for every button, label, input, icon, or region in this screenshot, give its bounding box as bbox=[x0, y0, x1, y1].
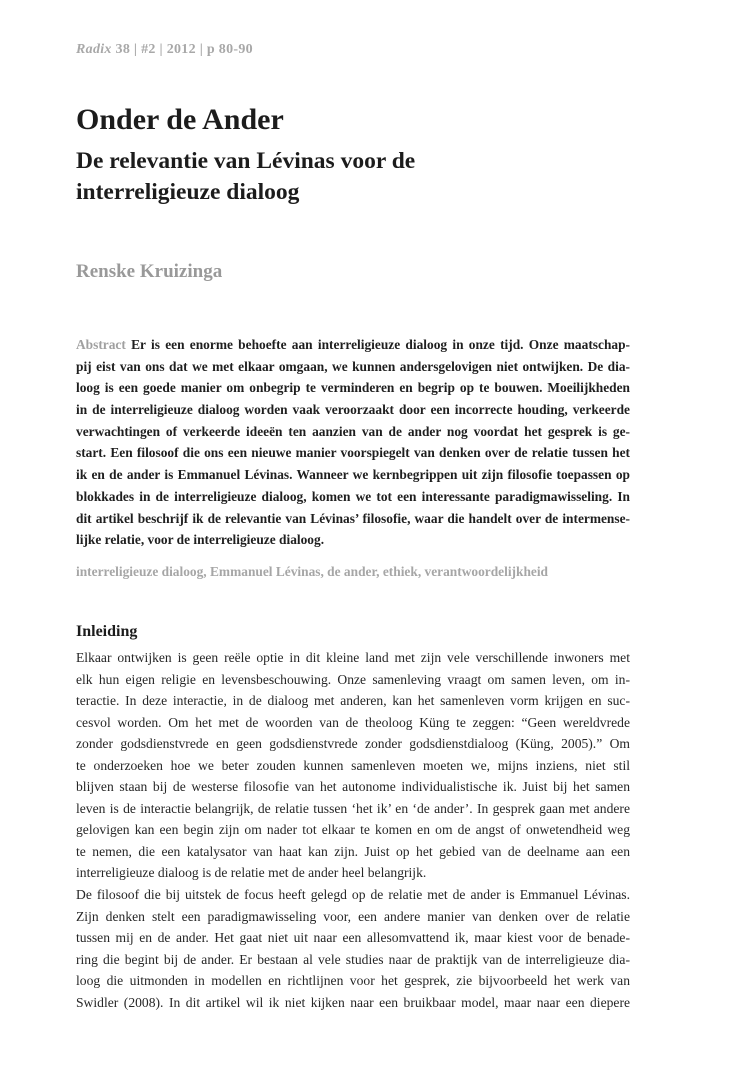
body-line: leven is de interactie belangrijk, de relatie tussen ‘het ik’ en ‘de ander’. In gesprek gaan met andere bbox=[76, 800, 630, 816]
abstract-line: blokkades in de interreligieuze dialoog, komen we tot een interessante paradigmawisseling. In bbox=[76, 488, 630, 504]
body-line: ring die begint bij de ander. Er bestaan al vele studies naar de praktijk van de interreligieuze dia- bbox=[76, 951, 630, 967]
body-line: De filosoof die bij uitstek de focus heeft gelegd op de relatie met de ander is Emmanuel Lévinas. bbox=[76, 887, 630, 903]
body-line: teractie. In deze interactie, in de dialoog met anderen, kan het samenleven vorm krijgen en suc- bbox=[76, 693, 630, 709]
subtitle-line: De relevantie van Lévinas voor de bbox=[76, 148, 416, 174]
abstract-line: verwachtingen of verkeerde ideeën ten aanzien van de ander nog voordat het gesprek is ge- bbox=[76, 423, 630, 439]
body-line: tussen mij en de ander. Het gaat niet uit naar een allesomvattend ik, maar kiest voor de benade- bbox=[76, 930, 630, 946]
body-line: Elkaar ontwijken is geen reële optie in dit kleine land met zijn vele verschillende inwoners met bbox=[76, 650, 630, 665]
body-line: zonder godsdienstvrede en geen godsdienstvrede zonder godsdienstdialoog (Küng, 2005).” Om bbox=[76, 736, 630, 752]
body-line: interreligieuze dialoog is de relatie met de ander heel belangrijk. bbox=[76, 865, 427, 881]
abstract bbox=[76, 334, 630, 551]
journal-name: Radix bbox=[76, 42, 112, 57]
body-line: Zijn denken stelt een paradigmawisseling voor, een andere manier van denken over de relatie bbox=[76, 908, 630, 924]
subtitle-line: interreligieuze dialoog bbox=[76, 179, 300, 205]
abstract-label: Abstract bbox=[76, 337, 126, 352]
abstract-line: loog is een goede manier om onbegrip te verminderen en begrip op te bouwen. Moeilijkheden bbox=[76, 380, 630, 396]
body-line: elk hun eigen religie en levensbeschouwing. Onze samenleving vraagt om samen leven, om in- bbox=[76, 671, 630, 687]
article-subtitle bbox=[76, 146, 630, 208]
abstract-line: ik en de ander is Emmanuel Lévinas. Wanneer we kernbegrippen uit zijn filosofie toepassen op bbox=[76, 467, 630, 483]
body-line: Swidler (2008). In dit artikel wil ik niet kijken naar een bruikbaar model, maar naar een diepere bbox=[76, 994, 630, 1010]
article-title: Onder de Ander bbox=[76, 103, 284, 136]
body-line: cesvol worden. Om het met de woorden van de theoloog Küng te zeggen: “Geen wereldvrede bbox=[76, 714, 630, 730]
abstract-line-text: Er is een enorme behoefte aan interreligieuze dialoog in onze tijd. Onze maatschap- bbox=[125, 337, 630, 352]
running-head bbox=[76, 42, 253, 58]
body-line: te nemen, die een katalysator van haat kan zijn. Juist op het gebied van de deelname aan een bbox=[76, 843, 630, 859]
author-name: Renske Kruizinga bbox=[76, 261, 223, 282]
body-line: blijven staan bij de westerse filosofie van het autonome individualistische ik. Juist bij het samen bbox=[76, 779, 630, 795]
abstract-line: dit artikel beschrijf ik de relevantie van Lévinas’ filosofie, waar die handelt over de intermense- bbox=[76, 510, 630, 526]
abstract-line bbox=[76, 334, 630, 356]
body-line: loog die uitmonden in modellen en richtlijnen voor het gesprek, zie bijvoorbeeld het werk van bbox=[76, 973, 630, 989]
body-line: te onderzoeken hoe we beter zouden kunnen samenleven moeten we, mijns inziens, niet stil bbox=[76, 757, 630, 773]
abstract-line: in de interreligieuze dialoog worden vaak veroorzaakt door een incorrecte houding, verkeerde bbox=[76, 402, 630, 418]
keywords: interreligieuze dialoog, Emmanuel Lévinas, de ander, ethiek, verantwoordelijkheid bbox=[76, 564, 549, 579]
abstract-line: lijke relatie, voor de interreligieuze dialoog. bbox=[76, 532, 325, 548]
body-line: gelovigen kan een begin zijn om nader tot elkaar te komen en om de angst of onwetendheid weg bbox=[76, 822, 630, 838]
abstract-line: start. Een filosoof die ons een nieuwe manier voorspiegelt van denken over de relatie tussen het bbox=[76, 445, 630, 461]
issue-details: 38 | #2 | 2012 | p 80-90 bbox=[111, 42, 253, 57]
section-heading: Inleiding bbox=[76, 623, 138, 640]
section-body bbox=[76, 647, 630, 1013]
abstract-line: pij eist van ons dat we met elkaar omgaan, we kunnen andersgelovigen niet ontwijken. De dia- bbox=[76, 358, 630, 374]
